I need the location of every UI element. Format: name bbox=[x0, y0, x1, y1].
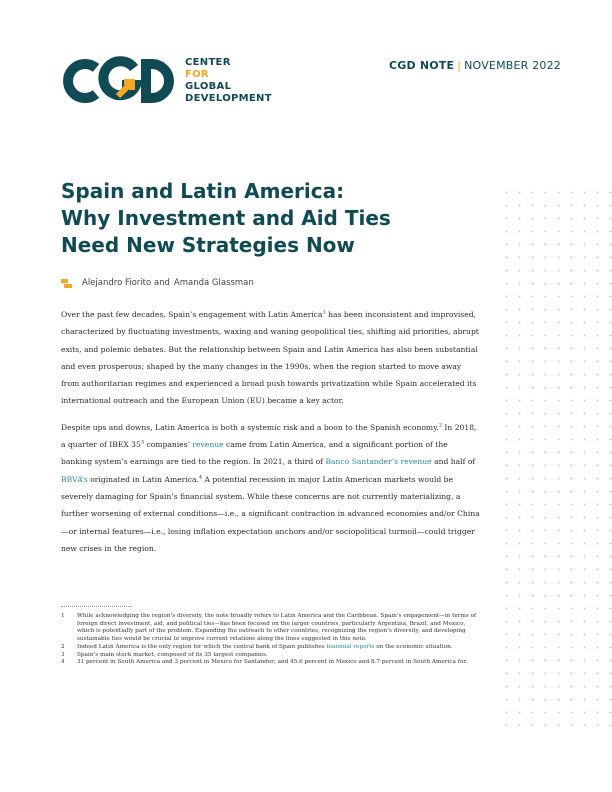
title-line-1: Spain and Latin America: bbox=[61, 179, 345, 203]
footnote bbox=[61, 659, 481, 667]
dot-grid-decoration bbox=[500, 186, 612, 726]
note-separator: | bbox=[457, 59, 462, 72]
paragraph: Despite ups and downs, Latin America is both a systemic risk and a boon to the Spanish economy.$^2$ In 2018, a quarter of IBEX $35^3$ companies’ revenue came from Latin America, and a significant portion of the banking system’s earnings are tied to the region. In 2021, a third of Banco Santander’s revenue and half of BBVA’s originated in Latin America.$^4$ A potential recession in major Latin American markets would be severely damaging for Spain’s financial system. While these concerns are not currently materializing, a further worsening of external conditions—i.e., a significant contraction in advanced economies and/or China—or internal features—i.e., losing inflation expectation anchors and/or sociopolitical turmoil—could trigger new crises in the region. bbox=[61, 422, 480, 553]
title-line-2: Why Investment and Aid Ties bbox=[61, 206, 391, 230]
footnote bbox=[61, 613, 481, 644]
footnote-text: 31 percent in South America and 3 percent in Mexico for Santander; and 45.6 percent in Mexico and 8.7 percent in South America for. bbox=[77, 659, 468, 666]
footnote-ref[interactable]: 2 bbox=[438, 422, 442, 429]
biannual-reports-link[interactable]: biannual reports bbox=[326, 643, 375, 650]
footnote-number: 1 bbox=[61, 613, 65, 619]
article-body bbox=[61, 306, 481, 566]
page-title bbox=[61, 178, 461, 259]
footnote-number: 3 bbox=[61, 651, 65, 658]
paragraph: Over the past few decades, Spain’s engagement with Latin America$^1$ has been inconsistent and improvised, characterized by fluctuating investments, waxing and waning geopolitical ties, shifting aid priorities, abrupt exits, and polemic debates. But the relationship between Spain and Latin America has also been substantial and even prosperous; shaped by the many changes in the 1990s, when the region started to move away from authoritarian regimes and experienced a broad push towards privatization while Spain accelerated its international outreach and the European Union (EU) became a key actor. bbox=[61, 309, 479, 406]
note-label bbox=[389, 59, 561, 72]
footnote-divider bbox=[61, 606, 131, 607]
footnote-text: Indeed Latin America is the only region for which the central bank of Spain publishes biannual reports on the economic situation. bbox=[77, 643, 453, 650]
footnote-ref[interactable]: 3 bbox=[140, 439, 145, 446]
revenue-link[interactable]: revenue bbox=[192, 440, 224, 450]
cgd-logo-mark bbox=[60, 56, 176, 106]
note-date: NOVEMBER 2022 bbox=[464, 59, 561, 72]
footnote-ref[interactable]: 4 bbox=[198, 474, 203, 481]
footnote-text: Spain’s main stock market, composed of its 35 largest companies. bbox=[77, 651, 268, 658]
bbva-link[interactable]: BBVA’s bbox=[61, 474, 88, 484]
logo-wordmark bbox=[185, 57, 272, 105]
logo-line-global: GLOBAL bbox=[185, 81, 232, 92]
author-name[interactable]: Amanda Glassman bbox=[173, 278, 254, 288]
footnote bbox=[61, 652, 481, 660]
author-line bbox=[61, 278, 254, 288]
footnote-ref[interactable]: 1 bbox=[322, 309, 326, 316]
footnotes bbox=[61, 613, 481, 667]
cgd-logo[interactable] bbox=[60, 56, 272, 106]
logo-line-center: CENTER bbox=[185, 57, 231, 68]
footnote bbox=[61, 644, 481, 652]
logo-line-for: FOR bbox=[185, 69, 209, 80]
santander-revenue-link[interactable]: Banco Santander’s revenue bbox=[325, 457, 432, 467]
footnote-text: While acknowledging the region’s diversity, the note broadly refers to Latin America and the Caribbean. Spain’s engagement—in terms of foreign direct investment, aid, and political ties—has been focused on the larger countries, particularly Argentina, Brazil, and Mexico, which is potentially part of the problem. Expanding the outreach to other countries, recognizing the region’s diversity, and developing sustainable ties would be crucial to improve current relations along the lines suggested in this note. bbox=[77, 613, 477, 643]
footnote-number: 4 bbox=[61, 659, 65, 666]
footnote-number: 2 bbox=[61, 643, 65, 650]
note-type: CGD NOTE bbox=[388, 59, 455, 72]
logo-line-development: DEVELOPMENT bbox=[185, 93, 272, 104]
author-icon bbox=[61, 279, 72, 288]
author-name[interactable]: Alejandro Fiorito and bbox=[82, 278, 170, 288]
title-line-3: Need New Strategies Now bbox=[61, 233, 355, 257]
